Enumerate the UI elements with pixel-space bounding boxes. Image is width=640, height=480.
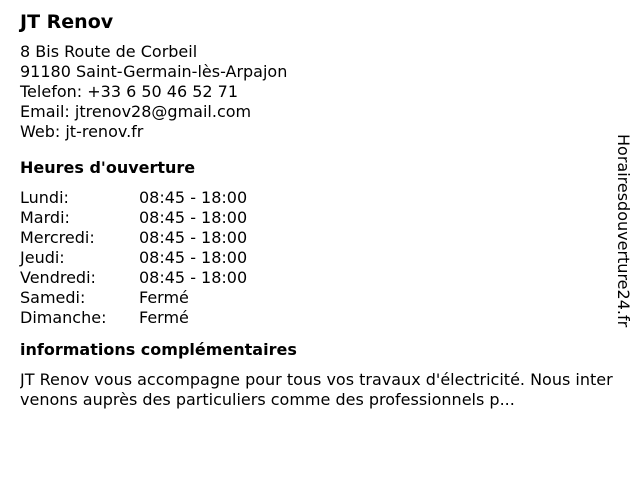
email-line: Email: jtrenov28@gmail.com [20,102,252,121]
hours-day: Jeudi: [20,248,65,267]
hours-day: Lundi: [20,188,69,207]
hours-row [20,248,247,268]
hours-row [20,308,247,328]
web-line: Web: jt-renov.fr [20,122,144,141]
hours-row [20,228,247,248]
address-street: 8 Bis Route de Corbeil [20,42,198,61]
hours-row [20,288,247,308]
hours-heading: Heures d'ouverture [20,158,196,177]
info-description: JT Renov vous accompagne pour tous vos travaux d'électricité. Nous intervenons auprès des particuliers comme des professionnels p... [20,370,613,409]
hours-day: Mercredi: [20,228,95,247]
hours-day: Mardi: [20,208,70,227]
info-heading: informations complémentaires [20,340,297,359]
business-name: JT Renov [20,11,114,33]
phone-line: Telefon: +33 6 50 46 52 71 [20,82,239,101]
site-watermark: Horairesdouverture24.fr [614,134,633,328]
hours-row [20,268,247,288]
hours-time: 08:45 - 18:00 [139,228,248,247]
address-city: 91180 Saint-Germain-lès-Arpajon [20,62,288,81]
hours-time: 08:45 - 18:00 [139,188,248,207]
hours-time: 08:45 - 18:00 [139,208,248,227]
hours-row [20,188,247,208]
hours-time: Fermé [139,308,189,327]
hours-day: Dimanche: [20,308,107,327]
contact-block [20,42,616,142]
hours-time: 08:45 - 18:00 [139,248,248,267]
hours-time: Fermé [139,288,189,307]
hours-day: Samedi: [20,288,86,307]
hours-day: Vendredi: [20,268,96,287]
hours-table [20,188,247,328]
hours-time: 08:45 - 18:00 [139,268,248,287]
business-card [20,8,616,410]
hours-row [20,208,247,228]
